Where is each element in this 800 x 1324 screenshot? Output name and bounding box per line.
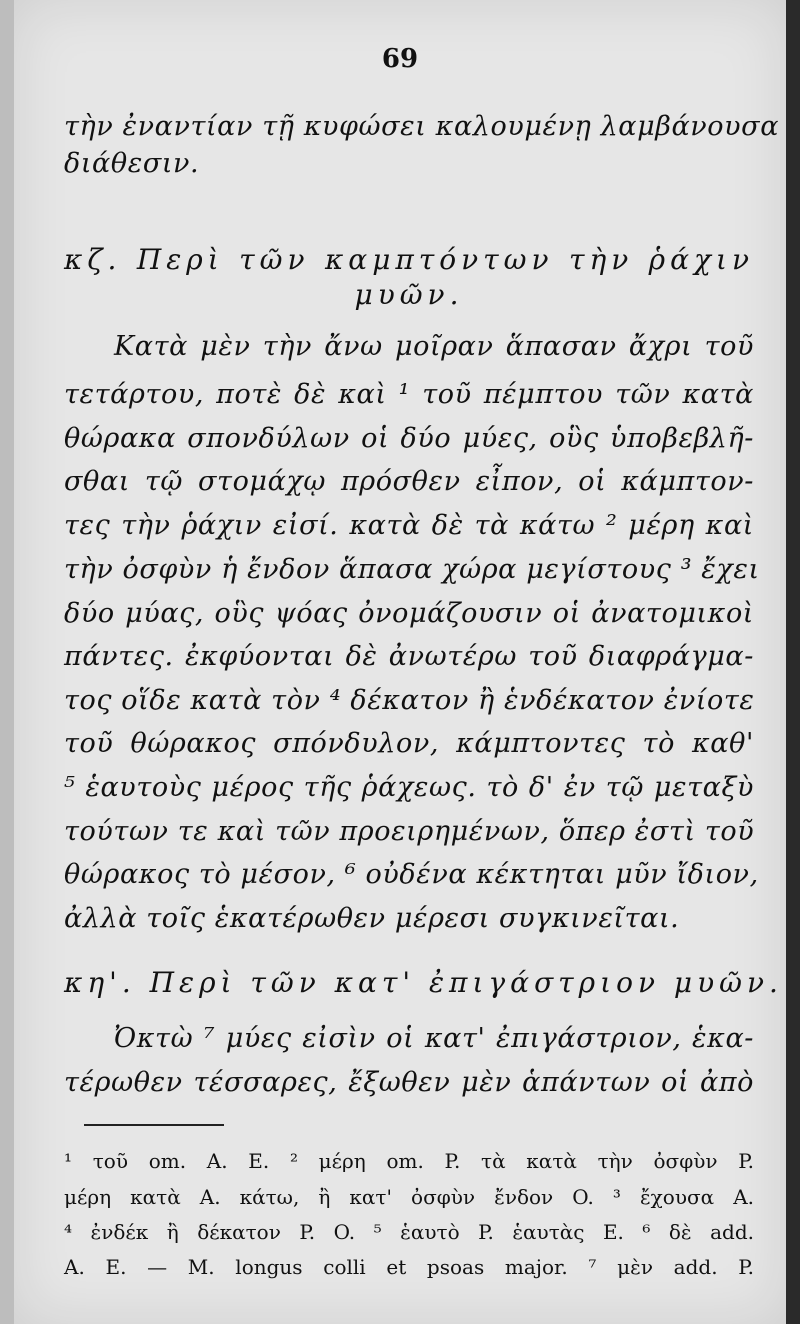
footnote-line: μέρη κατὰ A. κάτω, ἢ κατ' ὀσφὺν ἔνδον O. ³ ἔχουσα A. [64, 1185, 754, 1209]
footnote-line: A. E. — M. longus colli et psoas major. ⁷ μὲν add. P. [64, 1255, 754, 1279]
text-line: τὴν ἐναντίαν τῇ κυφώσει καλουμένῃ λαμβάνουσα [64, 111, 780, 142]
text-line: Κατὰ μὲν τὴν ἄνω μοῖραν ἅπασαν ἄχρι τοῦ [114, 331, 754, 362]
section-heading: κη'. Περὶ τῶν κατ' ἐπιγάστριον μυῶν. [64, 966, 783, 999]
text-line: τος οἵδε κατὰ τὸν ⁴ δέκατον ἢ ἑνδέκατον ἐνίοτε [64, 685, 755, 716]
book-page [14, 0, 786, 1324]
footnote-line: ⁴ ἐνδέκ ἢ δέκατον P. O. ⁵ ἑαυτὸ P. ἑαυτὰς E. ⁶ δὲ add. [64, 1220, 754, 1244]
section-heading: κζ. Περὶ τῶν καμπτόντων τὴν ῥάχιν [64, 243, 754, 276]
text-line: ⁵ ἑαυτοὺς μέρος τῆς ῥάχεως. τὸ δ' ἐν τῷ μεταξὺ [64, 772, 754, 803]
text-line: τες τὴν ῥάχιν εἰσί. κατὰ δὲ τὰ κάτω ² μέρη καὶ [64, 510, 754, 541]
page-shadow-edge [786, 0, 800, 1324]
section-heading-cont: μυῶν. [354, 278, 464, 311]
text-line: ἀλλὰ τοῖς ἑκατέρωθεν μέρεσι συγκινεῖται. [64, 903, 680, 934]
text-line: τὴν ὀσφὺν ἡ ἔνδον ἅπασα χώρα μεγίστους ³ ἔχει [64, 554, 760, 585]
text-line: τέρωθεν τέσσαρες, ἔξωθεν μὲν ἁπάντων οἱ ἀπὸ [64, 1067, 754, 1098]
text-line: θώρακα σπονδύλων οἱ δύο μύες, οὓς ὑποβεβλῆ- [64, 423, 754, 454]
text-line: διάθεσιν. [64, 148, 200, 179]
page-gutter [0, 0, 14, 1324]
text-line: Ὀκτὼ ⁷ μύες εἰσὶν οἱ κατ' ἐπιγάστριον, ἑκα- [114, 1023, 754, 1054]
text-line: τετάρτου, ποτὲ δὲ καὶ ¹ τοῦ πέμπτου τῶν κατὰ [64, 379, 754, 410]
text-line: τούτων τε καὶ τῶν προειρημένων, ὅπερ ἐστὶ τοῦ [64, 816, 755, 847]
text-line: δύο μύας, οὓς ψόας ὀνομάζουσιν οἱ ἀνατομικοὶ [64, 598, 754, 629]
text-line: θώρακος τὸ μέσον, ⁶ οὐδένα κέκτηται μῦν ἴδιον, [64, 859, 759, 890]
text-line: πάντες. ἐκφύονται δὲ ἀνωτέρω τοῦ διαφράγμα- [64, 641, 754, 672]
footnote-line: ¹ τοῦ om. A. E. ² μέρη om. P. τὰ κατὰ τὴν ὀσφὺν P. [64, 1149, 754, 1173]
text-line: τοῦ θώρακος σπόνδυλον, κάμπτοντες τὸ καθ' [64, 728, 754, 759]
footnote-rule [84, 1124, 224, 1126]
page-number: 69 [381, 44, 419, 74]
text-line: σθαι τῷ στομάχῳ πρόσθεν εἶπον, οἱ κάμπτον- [64, 466, 754, 497]
